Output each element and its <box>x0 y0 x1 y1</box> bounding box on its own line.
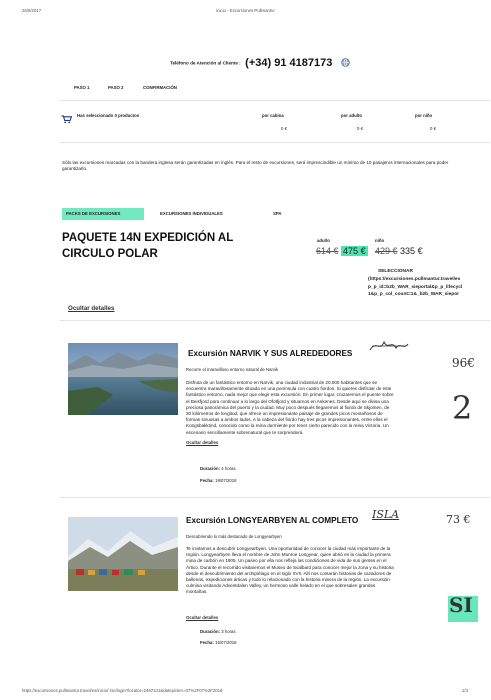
print-page-count: 1/3 <box>462 688 468 693</box>
tab-spa[interactable]: SPA <box>273 211 282 216</box>
child-new-price: 335 € <box>400 246 423 256</box>
adult-label: adulto <box>317 238 330 243</box>
child-old-price: 429 € <box>375 246 398 256</box>
step-confirmation[interactable]: CONFIRMACIÓN <box>143 85 177 90</box>
price-label-cabin: por cabina <box>262 113 284 118</box>
tab-individual[interactable]: EXCURSIONES INDIVIDUALES <box>160 211 223 216</box>
handwritten-price-narvik: 96€ <box>452 356 475 370</box>
hide-details-package[interactable]: Ocultar detalles <box>68 305 115 312</box>
products-selected: Has seleccionado 0 productos <box>77 113 140 118</box>
narvik-body-line: escenario sencillamente sobrenatural que te sorprenderá. <box>186 429 304 435</box>
longyearbyen-body-line: culmina visitando Adventdalen Valley, un hermoso valle helado en el que sobresalen grandes <box>186 583 376 589</box>
step-2[interactable]: PASO 2 <box>108 85 124 90</box>
print-date: 26/8/2017 <box>22 8 42 13</box>
longyearbyen-body-line: región. Longyearbyen lleva el nombre de John Munroe Longyear, quien abrió en la ciudad la primera <box>186 552 391 558</box>
longyearbyen-date <box>200 640 237 645</box>
duration-value: 4 horas <box>221 466 236 471</box>
longyearbyen-body-line: Ártico. Durante el recorrido visitaremos el Museo de Svalbard para conocer mejor la zona y su historia <box>186 564 394 570</box>
print-title: inicio - Excursiones Pullmantur <box>216 8 275 13</box>
package-divider <box>60 320 490 321</box>
cart-icon <box>61 111 72 129</box>
date-label: Fecha: <box>200 640 214 645</box>
duration-label: Duración: <box>200 629 221 634</box>
narvik-body-line: 20 kilómetros de longitud, que ofrece un impresionante paisaje de grandes picos montañosos de <box>186 411 383 417</box>
longyearbyen-body-line: desde el descubrimiento del archipiélago en el siglo XVII. Allí nos contarán historias de cazadores de <box>186 570 392 576</box>
select-url-3: 1&p_p_col_count=1&_b2b_WAR_siepor <box>368 292 460 298</box>
narvik-date <box>200 478 237 483</box>
phone-number[interactable]: (+34) 91 4187173 <box>245 57 333 69</box>
price-value-cabin: 0 € <box>281 126 287 131</box>
step-1[interactable]: PASO 1 <box>74 85 90 90</box>
narvik-body-line: el Beisfjord para continuar a lo largo del Ofotfjord y situarnos en Ankenes. Desde aquí se divisa una <box>186 398 389 404</box>
narvik-duration <box>200 466 236 471</box>
adult-new-price: 475 € <box>343 246 366 256</box>
narvik-photo <box>68 343 178 415</box>
hide-details-longyearbyen[interactable]: Ocultar detalles <box>186 615 219 620</box>
scribble-mark <box>368 338 410 359</box>
price-value-adult: 0 € <box>357 126 363 131</box>
duration-value: 3 horas <box>221 629 236 634</box>
narvik-body-line: Disfruta de un fantástico entorno en Narvik, una ciudad industrial de 20.000 habitantes que se <box>186 380 378 385</box>
narvik-body-line: Kongsbakktind, conocido como la reina durmiente por tener cierto parecido con la reina Victoria. Un <box>186 423 389 429</box>
select-url-2: p_p_id=b2b_WAR_sieportal&p_p_lifecycl <box>368 284 463 290</box>
globe-icon[interactable] <box>341 54 350 72</box>
steps-divider <box>60 100 490 101</box>
narvik-title: Excursión NARVIK Y SUS ALREDEDORES <box>188 349 353 358</box>
price-label-adult: por adulto <box>341 113 363 118</box>
longyearbyen-body-line: Te invitamos a descubrir Longyearbyen. Una oportunidad de conocer la ciudad más importante de la <box>186 546 391 551</box>
language-notice: Sólo las excursiones marcadas con la bandera inglesa serán garantizadas en inglés. Para el resto de excursiones, será imprescindible un mínimo de 10 pasajeros internacionales para poder garantizarlo. <box>62 160 449 172</box>
package-title-line2: CIRCULO POLAR <box>62 248 158 260</box>
narvik-body-line: encuentra maravillosamente situada en una península con cuatro fiordos. Si quieres disfrutar de este <box>186 386 392 392</box>
hide-details-narvik[interactable]: Ocultar detalles <box>186 440 219 445</box>
narvik-subtitle: Recorre el maravilloso entorno natural de Narvik <box>186 367 279 372</box>
longyearbyen-body-line: montañas. <box>186 589 208 595</box>
phone-block <box>170 54 350 72</box>
adult-old-price: 614 € <box>316 246 339 256</box>
longyearbyen-subtitle: Descubriendo lo más destacado de Longyearbyen <box>186 534 282 539</box>
summary-divider <box>60 142 490 143</box>
longyearbyen-body-line: mina de carbón en 1905. Un paseo por ella nos refleja las condiciones de vida de sus gentes en el <box>186 558 387 564</box>
duration-label: Duración: <box>200 466 221 471</box>
narvik-body-line: preciosa panorámica del puerto y la ciudad. Muy poco después llegaremos al fiordo de Skjomen, de <box>186 404 390 410</box>
adult-prices <box>316 246 368 256</box>
tab-packs[interactable]: PACKS DE EXCURSIONES <box>66 211 121 216</box>
handwritten-isla: ISLA <box>372 508 400 521</box>
print-url: https://excursiones.pullmantur.travel/es/inicio/-/se/login?locator=2467241&datepicker=07%2F07%2F2018 <box>22 688 223 693</box>
narvik-body-line: fantástico entorno, nada mejor que elegir esta excursión. En primer lugar, cruzaremos el puente sobre <box>186 392 394 398</box>
date-value: 19/07/2018 <box>215 478 237 483</box>
price-label-child: por niño <box>415 113 433 118</box>
narvik-description <box>186 380 448 436</box>
select-url-1: (https://excursiones.pullmantur.travel/es <box>368 276 461 282</box>
date-value: 15/07/2018 <box>215 640 237 645</box>
longyearbyen-body-line: ballenas, expediciones árticas y todo lo relacionado con la historia minera de la región. La excursión <box>186 577 390 583</box>
package-title <box>62 230 233 262</box>
narvik-body-line: formas sinuosas a ambos lados. A la cabeza del fiordo hay tres picos impresionantes, entre ellos el <box>186 417 388 423</box>
longyearbyen-description <box>186 546 448 596</box>
phone-label: Teléfono de Atención al Cliente : <box>170 60 241 66</box>
handwritten-number-narvik: 2 <box>452 389 473 427</box>
handwritten-price-longyearbyen: 73 € <box>446 513 471 526</box>
select-label[interactable]: SELECCIONAR <box>378 269 413 274</box>
excursion-divider <box>60 497 490 498</box>
package-title-line1: PAQUETE 14N EXPEDICIÓN AL <box>62 232 234 244</box>
date-label: Fecha: <box>200 478 214 483</box>
child-prices <box>375 246 423 256</box>
select-link[interactable] <box>368 268 490 299</box>
longyearbyen-title: Excursión LONGYEARBYEN AL COMPLETO <box>186 516 359 525</box>
handwritten-si: SI <box>449 593 473 617</box>
longyearbyen-photo <box>68 517 178 591</box>
child-label: niño <box>375 238 385 243</box>
price-value-child: 0 € <box>430 126 436 131</box>
longyearbyen-duration <box>200 629 236 634</box>
